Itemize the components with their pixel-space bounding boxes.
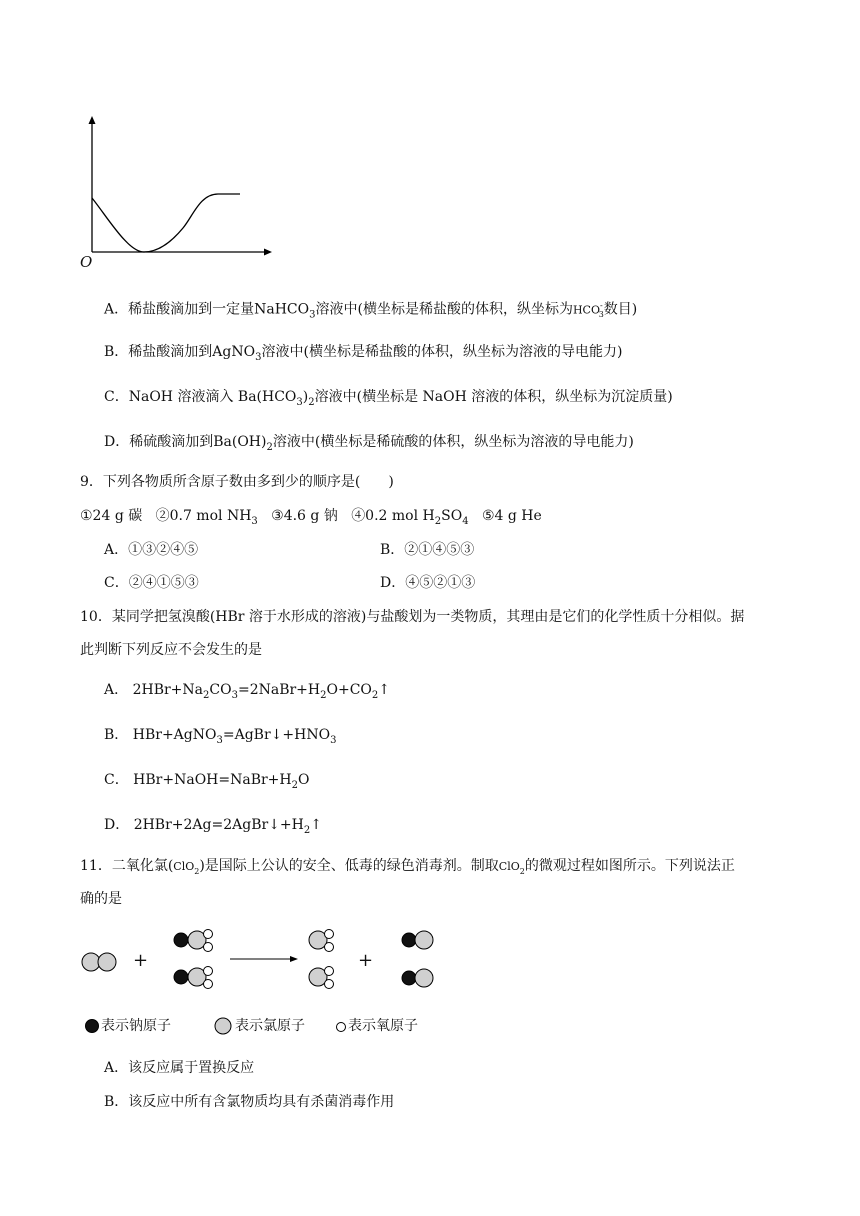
plus-sign-2: + xyxy=(358,950,374,971)
plus-sign-1: + xyxy=(133,950,149,971)
q11-option-a[interactable]: A．该反应属于置换反应 xyxy=(104,1060,255,1076)
legend-na: 表示钠原子 xyxy=(101,1018,171,1034)
q9-stem: 9．下列各物质所含原子数由多到少的顺序是( ) xyxy=(80,474,394,490)
legend-cl: 表示氯原子 xyxy=(235,1018,305,1034)
q10-stem-line2: 此判断下列反应不会发生的是 xyxy=(80,642,262,658)
legend-o: 表示氧原子 xyxy=(348,1018,418,1034)
curve-graph xyxy=(78,110,338,280)
q10-stem-line1: 10．某同学把氢溴酸(HBr 溶于水形成的溶液)与盐酸划为一类物质，其理由是它们的化学性质十分相似。据 xyxy=(80,609,745,625)
q8-option-c[interactable]: C．NaOH 溶液滴入 $Ba(HCO_3)_2$溶液中(横坐标是 NaOH 溶液的体积，纵坐标为沉淀质量) xyxy=(104,389,673,408)
q9-option-c[interactable]: C．②④①⑤③ xyxy=(104,575,199,591)
reaction-diagram xyxy=(0,920,860,1000)
q8-option-a[interactable]: A．稀盐酸滴加到一定量NaHCO$_3$溶液中(横坐标是稀盐酸的体积，纵坐标为$HCO^-_3$数目) xyxy=(104,301,638,321)
y-axis-arrow xyxy=(89,116,96,124)
q9-items: ①24 g 碳 ②0.7 mol $NH_3$ ③4.6 g 钠 ④0.2 mol $H_2SO_4$ ⑤4 g He xyxy=(80,508,542,527)
q10-option-b[interactable]: B． $HBr+AgNO_3=AgBr↓+HNO_3$ xyxy=(104,727,337,746)
q10-option-d[interactable]: D． $2HBr+2Ag=2AgBr↓+H_2↑$ xyxy=(104,817,322,836)
q9-option-b[interactable]: B．②①④⑤③ xyxy=(380,542,475,558)
q10-option-a[interactable]: A． $2HBr+Na_2CO_3=2NaBr+H_2O+CO_2↑$ xyxy=(104,682,391,701)
q11-stem-line2: 确的是 xyxy=(80,891,122,907)
q11-stem-line1: 11．二氧化氯(ClO$_2$)是国际上公认的安全、低毒的绿色消毒剂。制取ClO$_2$的微观过程如图所示。下列说法正 xyxy=(80,858,735,876)
q8-option-d[interactable]: D．稀硫酸滴加到$Ba(OH)_2$溶液中(横坐标是稀硫酸的体积，纵坐标为溶液的导电能力) xyxy=(104,434,634,453)
q10-option-c[interactable]: C． $HBr+NaOH=NaBr+H_2O$ xyxy=(104,772,310,791)
q9-option-d[interactable]: D．④⑤②①③ xyxy=(380,575,476,591)
origin-label: O xyxy=(80,253,93,271)
q9-option-a[interactable]: A．①③②④⑤ xyxy=(104,542,199,558)
curve-line xyxy=(92,194,240,252)
q11-option-b[interactable]: B．该反应中所有含氯物质均具有杀菌消毒作用 xyxy=(104,1094,395,1110)
x-axis-arrow xyxy=(264,249,272,256)
q8-option-b[interactable]: B．稀盐酸滴加到AgNO$_3$溶液中(横坐标是稀盐酸的体积，纵坐标为溶液的导电能力) xyxy=(104,344,623,363)
